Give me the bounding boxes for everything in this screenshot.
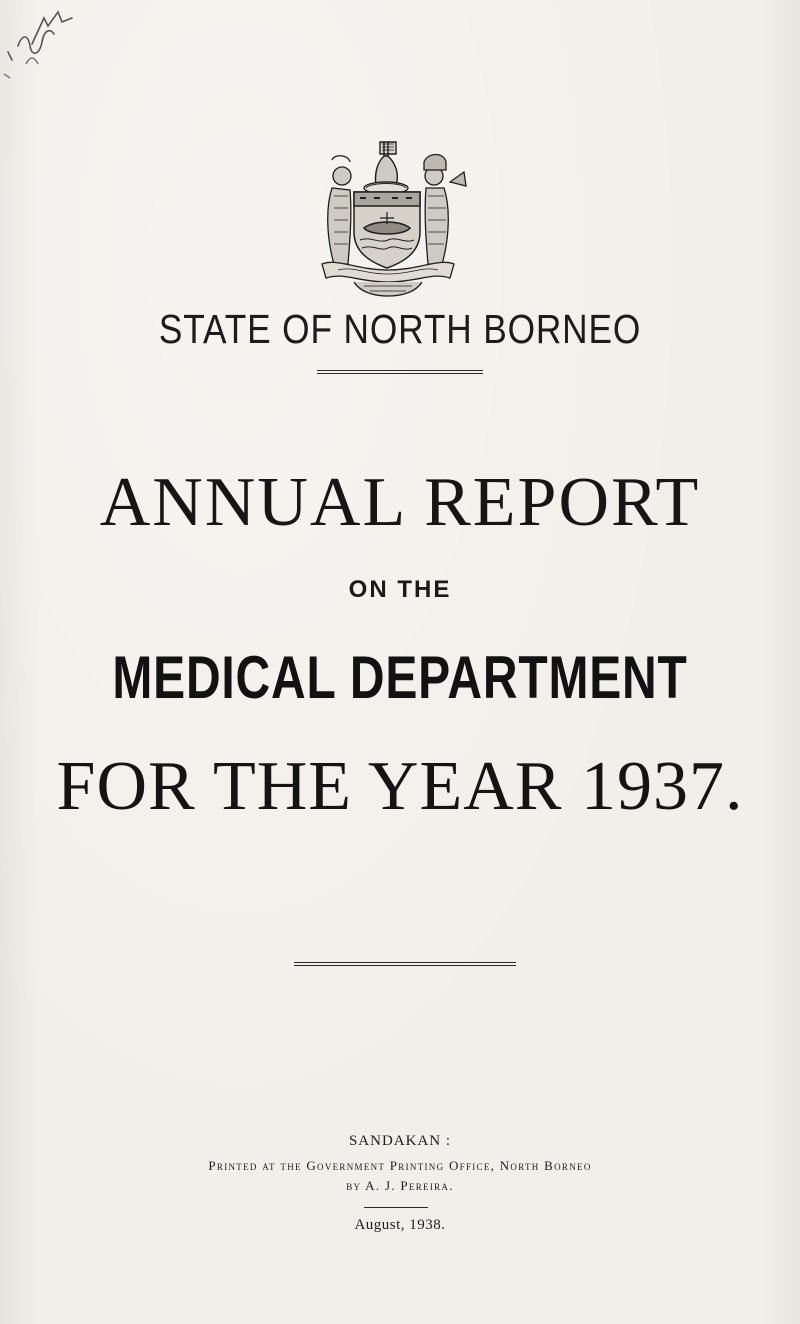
coat-of-arms-icon bbox=[304, 136, 472, 302]
report-title: ANNUAL REPORT bbox=[99, 464, 701, 541]
publication-date: August, 1938. bbox=[354, 1217, 446, 1233]
double-rule-divider bbox=[317, 370, 483, 374]
connector-text: ON THE bbox=[348, 576, 452, 603]
publication-place: SANDAKAN : bbox=[348, 1133, 452, 1149]
state-title: STATE OF NORTH BORNEO bbox=[158, 306, 642, 352]
department-title: MEDICAL DEPARTMENT bbox=[112, 644, 688, 711]
double-rule-divider bbox=[294, 962, 516, 966]
short-rule-divider bbox=[364, 1207, 428, 1208]
printer-name: by A. J. Pereira. bbox=[346, 1178, 454, 1193]
year-line: FOR THE YEAR 1937. bbox=[56, 748, 744, 825]
pencil-scribble-mark bbox=[0, 4, 110, 84]
printing-office-line: Printed at the Government Printing Office, North Borneo bbox=[208, 1158, 592, 1173]
